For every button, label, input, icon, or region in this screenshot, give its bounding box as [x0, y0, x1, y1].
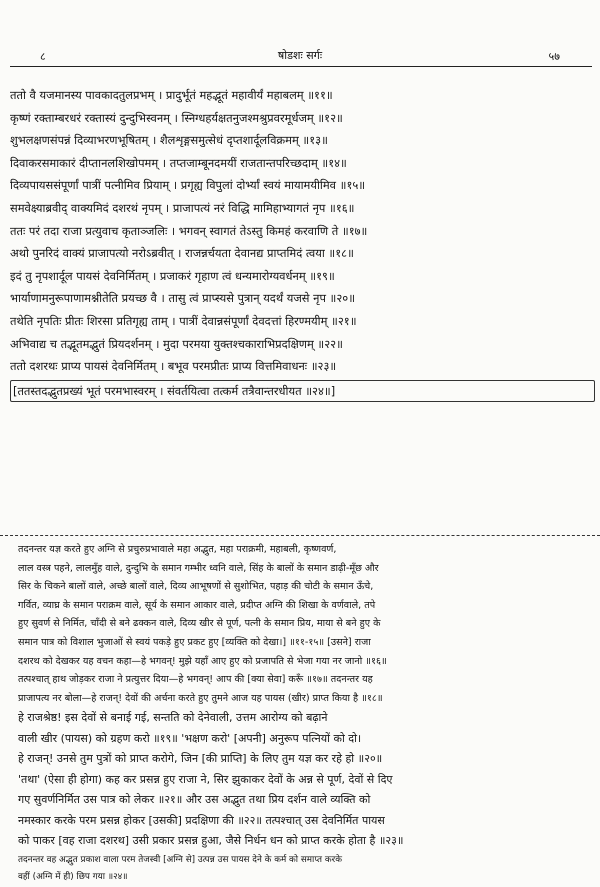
verse-line: ततो दशरथः प्राप्य पायसं देवनिर्मितम् । बभूव परमप्रीतः प्राप्य वित्तमिवाधनः ॥२३॥	[10, 359, 337, 374]
hindi-translation	[18, 541, 592, 887]
translation-line: लाल वस्त्र पहने, लालमुँह वाले, दुन्दुभि के समान गम्भीर ध्वनि वाले, सिंह के बालों के समान डाढ़ी-मूँछ और	[18, 562, 379, 574]
verse-line: इदं तु नृपशार्दूल पायसं देवनिर्मितम् । प्रजाकरं गृहाण त्वं धन्यमारोग्यवर्धनम् ॥१९॥	[10, 268, 335, 283]
bracketed-verse-line: [ततस्तदद्भुतप्रख्यं भूतं परमभास्वरम् । संवर्तयित्वा तत्कर्म तत्रैवान्तरधीयत ॥२४॥]	[10, 380, 595, 402]
translation-line: को पाकर [वह राजा दशरथ] उसी प्रकार प्रसन्न हुआ, जैसे निर्धन धन को प्राप्त करके होता है ॥२३॥	[18, 834, 404, 848]
verse-line: भार्याणामनुरूपाणामश्नीतेति प्रयच्छ वै । तासु त्वं प्राप्स्यसे पुत्रान् यदर्थं यजसे नृप ॥२०॥	[10, 291, 356, 306]
translation-line: तत्पश्चात् हाथ जोड़कर राजा ने प्रत्युत्तर दिया—हे भगवन्! आप की [क्या सेवा] करूँ ॥१७॥ तदनन्तर यह	[18, 674, 373, 686]
translation-line: हुए सुवर्ण से निर्मित, चाँदी से बने ढक्कन वाले, दिव्य खीर से पूर्ण, पत्नी के समान प्रिय, माया से बने हुए के	[18, 618, 381, 630]
translation-line: गर्वित, व्याघ्र के समान पराक्रम वाले, सूर्य के समान आकार वाले, प्रदीप्त अग्नि की शिखा के वर्णवाले, तपे	[18, 599, 376, 611]
translation-line: सिर के चिकने बालों वाले, अच्छे बालों वाले, दिव्य आभूषणों से सुशोभित, पहाड़ की चोटी के समान ऊँचे,	[18, 581, 374, 593]
verse-line: कृष्णं रक्ताम्बरधरं रक्तास्यं दुन्दुभिस्वनम् । स्निग्धहर्यक्षतनुजश्मश्रुप्रवरमूर्धजम् ॥१२॥	[10, 110, 343, 125]
translation-line: समान पात्र को विशाल भुजाओं से स्वयं पकड़े हुए प्रकट हुए [व्यक्ति को देखा।] ॥११-१५॥ [उसने] राजा	[18, 636, 371, 648]
page-header	[0, 0, 600, 66]
section-divider	[0, 535, 600, 536]
chapter-heading: षोडशः सर्गः	[277, 49, 323, 62]
translation-line: नमस्कार करके परम प्रसन्न होकर [उसकी] प्रदक्षिणा की ॥२२॥ तत्पश्चात् उस देवनिर्मित पायस	[18, 813, 385, 827]
translation-line: दशरथ को देखकर यह वचन कहा—हे भगवन्! मुझे यहाँ आए हुए को प्रजापति से भेजा गया नर जानो ॥१६॥	[18, 655, 387, 667]
left-page-marker: ८	[40, 50, 46, 63]
translation-line: तदनन्तर यज्ञ करते हुए अग्नि से प्रचुरुप्रभावाले महा अद्भुत, महा पराक्रमी, महाबली, कृष्णवर्ण,	[18, 544, 337, 555]
page-number: ५७	[548, 50, 560, 63]
translation-line: प्राजापत्य नर बोला—हे राजन्! देवों की अर्चना करते हुए तुमने आज यह पायस (खीर) प्राप्त किया है ॥१८॥	[18, 692, 383, 704]
header-rule	[10, 66, 592, 67]
verse-line: समवेक्ष्याब्रवीद् वाक्यमिदं दशरथं नृपम् । प्राजापत्यं नरं विद्धि मामिहाभ्यागतं नृप ॥१६॥	[10, 200, 355, 215]
verse-line: अभिवाद्य च तद्भूतमद्भुतं प्रियदर्शनम् । मुदा परमया युक्तश्चकाराभिप्रदक्षिणम् ॥२२॥	[10, 336, 343, 351]
translation-line: वाली खीर (पायस) को ग्रहण करो ॥१९॥ 'भक्षण करो' [अपनी] अनुरूप पत्नियों को दो।	[18, 731, 362, 745]
translation-line: गए सुवर्णनिर्मित उस पात्र को लेकर ॥२१॥ और उस अद्भुत तथा प्रिय दर्शन वाले व्यक्ति को	[18, 793, 371, 807]
verse-line: शुभलक्षणसंपन्नं दिव्याभरणभूषितम् । शैलशृङ्गसमुत्सेधं दृप्तशार्दूलविक्रमम् ॥१३॥	[10, 133, 328, 148]
translation-line: 'तथा' (ऐसा ही होगा) कह कर प्रसन्न हुए राजा ने, सिर झुकाकर देवों के अन्न से पूर्ण, देवों से दिए	[18, 772, 393, 786]
sanskrit-verses	[10, 84, 595, 402]
verse-line: दिव्यपायससंपूर्णां पात्रीं पत्नीमिव प्रियाम् । प्रगृह्य विपुलां दोर्भ्यां स्वयं मायामयीमिव ॥१५॥	[10, 178, 366, 193]
verse-line: ततः परं तदा राजा प्रत्युवाच कृताञ्जलिः । भगवन् स्वागतं तेऽस्तु किमहं करवाणि ते ॥१७॥	[10, 223, 368, 238]
translation-line: हे राजश्रेष्ठ! इस देवों से बनाई गई, सन्तति को देनेवाली, उत्तम आरोग्य को बढ़ाने	[18, 711, 328, 725]
translation-line: तदनन्तर वह अद्भुत प्रकाश वाला परम तेजस्वी [अग्नि से] उत्पन्न उस पायस देने के कर्म को समाप्त करके	[18, 854, 342, 865]
verse-line: तथेति नृपतिः प्रीतः शिरसा प्रतिगृह्य ताम् । पात्रीं देवान्नसंपूर्णां देवदत्तां हिरण्मयीम् ॥२१॥	[10, 313, 357, 328]
verse-line: अथो पुनरिदं वाक्यं प्राजापत्यो नरोऽब्रवीत् । राजन्नर्चयता देवानद्य प्राप्तमिदं त्वया ॥१८॥	[10, 246, 354, 261]
verse-line: ततो वै यजमानस्य पावकादतुलप्रभम् । प्रादुर्भूतं महद्भूतं महावीर्यं महाबलम् ॥११॥	[10, 88, 333, 102]
translation-line: वहीं (अग्नि में ही) छिप गया ॥२४॥	[18, 872, 128, 883]
translation-line: हे राजन्! उनसे तुम पुत्रों को प्राप्त करोगे, जिन [की प्राप्ति] के लिए तुम यज्ञ कर रहे हो ॥२०॥	[18, 752, 383, 766]
verse-line: दिवाकरसमाकारं दीप्तानलशिखोपमम् । तप्तजाम्बूनदमयीं राजतान्तपरिच्छदाम् ॥१४॥	[10, 155, 347, 170]
